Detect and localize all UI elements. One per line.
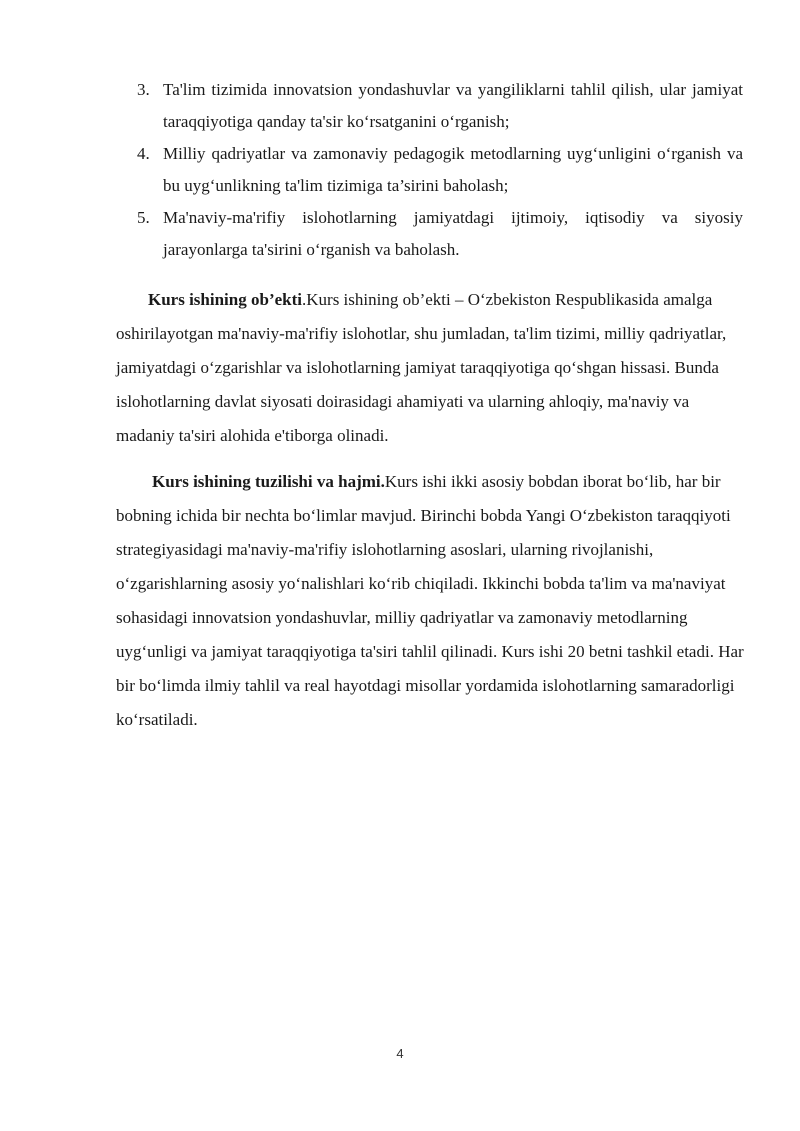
list-item-text: Milliy qadriyatlar va zamonaviy pedagogik metodlarning uyg‘unligini o‘rganish va bu uyg‘unlikning ta'lim tizimiga ta’sirini baholash; — [163, 144, 743, 195]
list-item — [137, 202, 743, 266]
object-body: .Kurs ishining ob’ekti – O‘zbekiston Respublikasida amalga oshirilayotgan ma'naviy-ma'rifiy islohotlar, shu jumladan, ta'lim tizimi, milliy qadriyatlar, jamiyatdagi o‘zgarishlar va islohotlarning jamiyat taraqqiyotiga qo‘shgan hissasi. Bunda islohotlarning davlat siyosati doirasidagi ahamiyati va ularning ahloqiy, ma'naviy va madaniy ta'siri alohida e'tiborga olinadi. — [116, 290, 727, 445]
list-item-text: Ma'naviy-ma'rifiy islohotlarning jamiyatdagi ijtimoiy, iqtisodiy va siyosiy jarayonlarga ta'sirini o‘rganish va baholash. — [163, 208, 743, 259]
structure-body: Kurs ishi ikki asosiy bobdan iborat bo‘lib, har bir bobning ichida bir nechta bo‘limlar mavjud. Birinchi bobda Yangi O‘zbekiston taraqqiyoti strategiyasidagi ma'naviy-ma'rifiy islohotlarning asoslari, ularning rivojlanishi, o‘zgarishlarning asosiy yo‘nalishlari ko‘rib chiqiladi. Ikkinchi bobda ta'lim va ma'naviyat sohasidagi innovatsion yondashuvlar, milliy qadriyatlar va zamonaviy metodlarning uyg‘unligi va jamiyat taraqqiyotiga ta'siri tahlil qilinadi. Kurs ishi 20 betni tashkil etadi. Har bir bo‘limda ilmiy tahlil va real hayotdagi misollar yordamida islohotlarning samaradorligi ko‘rsatiladi. — [116, 472, 744, 729]
page-number: 4 — [396, 1046, 404, 1061]
object-paragraph — [116, 283, 746, 453]
structure-heading: Kurs ishining tuzilishi va hajmi. — [152, 472, 385, 491]
list-item — [137, 138, 743, 202]
object-heading: Kurs ishining ob’ekti — [148, 290, 302, 309]
list-item-number: 3. — [137, 80, 150, 99]
list-item-number: 4. — [137, 144, 150, 163]
structure-paragraph — [116, 465, 746, 737]
list-item-text: Ta'lim tizimida innovatsion yondashuvlar va yangiliklarni tahlil qilish, ular jamiyat taraqqiyotiga qanday ta'sir ko‘rsatganini o‘rganish; — [163, 80, 743, 131]
objectives-list — [137, 74, 743, 266]
list-item — [137, 74, 743, 138]
list-item-number: 5. — [137, 208, 150, 227]
